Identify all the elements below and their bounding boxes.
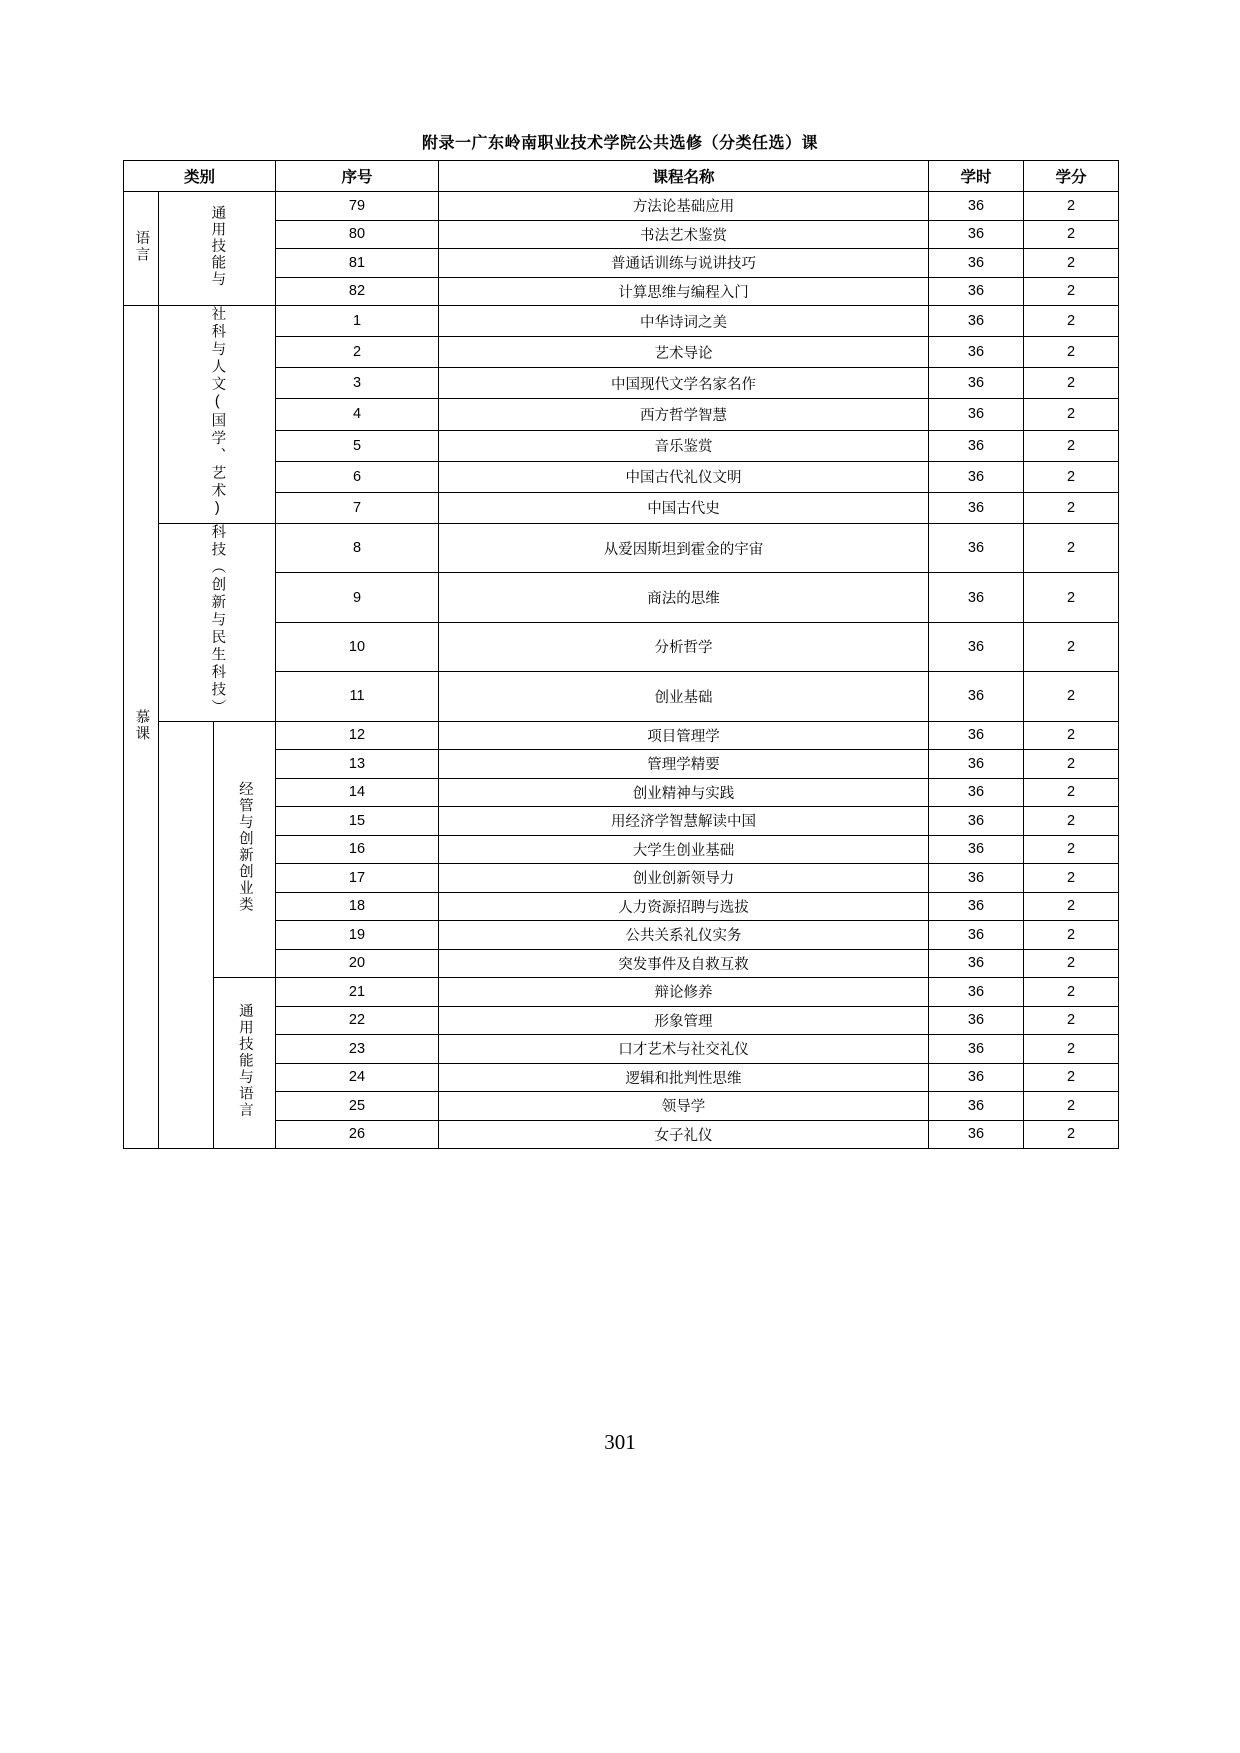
row-number: 81: [276, 249, 439, 278]
row-course-name: 中华诗词之美: [439, 306, 929, 337]
category-label-mooc: 慕课: [133, 708, 150, 742]
page-number: 301: [604, 1430, 636, 1454]
row-number: 14: [276, 778, 439, 807]
row-course-name: 书法艺术鉴赏: [439, 220, 929, 249]
row-number: 3: [276, 368, 439, 399]
row-hours: 36: [929, 220, 1024, 249]
table-row: [124, 524, 1119, 573]
row-credits: 2: [1024, 220, 1119, 249]
row-number: 25: [276, 1092, 439, 1121]
row-credits: 2: [1024, 306, 1119, 337]
row-credits: 2: [1024, 1006, 1119, 1035]
row-number: 8: [276, 524, 439, 573]
row-hours: 36: [929, 1006, 1024, 1035]
page-title: 附录一广东岭南职业技术学院公共选修（分类任选）课: [421, 135, 818, 152]
category-label-skill-language: 通用技能与: [209, 205, 226, 288]
row-course-name: 人力资源招聘与选拔: [439, 892, 929, 921]
row-number: 18: [276, 892, 439, 921]
row-course-name: 创业创新领导力: [439, 864, 929, 893]
row-hours: 36: [929, 721, 1024, 750]
row-credits: 2: [1024, 399, 1119, 430]
category-label-sci-tech: 科技（创新与民生科技）: [209, 524, 226, 717]
header-category: 类别: [124, 161, 276, 192]
row-credits: 2: [1024, 1120, 1119, 1149]
category-cell-spacer: [159, 721, 214, 1149]
row-credits: 2: [1024, 978, 1119, 1007]
row-hours: 36: [929, 1120, 1024, 1149]
category-cell-skill-language: [159, 192, 276, 306]
row-hours: 36: [929, 622, 1024, 671]
row-credits: 2: [1024, 524, 1119, 573]
row-credits: 2: [1024, 949, 1119, 978]
category-label-social-humanities: 社科与人文(国学、艺术): [209, 306, 226, 519]
row-hours: 36: [929, 835, 1024, 864]
row-hours: 36: [929, 807, 1024, 836]
row-hours: 36: [929, 277, 1024, 306]
row-hours: 36: [929, 1035, 1024, 1064]
row-hours: 36: [929, 778, 1024, 807]
table-row: [124, 192, 1119, 221]
row-hours: 36: [929, 399, 1024, 430]
table-row: [124, 721, 1119, 750]
row-course-name: 中国现代文学名家名作: [439, 368, 929, 399]
row-hours: 36: [929, 921, 1024, 950]
row-hours: 36: [929, 573, 1024, 622]
row-hours: 36: [929, 978, 1024, 1007]
category-cell-skills-language: [214, 978, 276, 1149]
row-hours: 36: [929, 461, 1024, 492]
row-credits: 2: [1024, 721, 1119, 750]
row-credits: 2: [1024, 249, 1119, 278]
row-number: 79: [276, 192, 439, 221]
row-hours: 36: [929, 1063, 1024, 1092]
row-credits: 2: [1024, 368, 1119, 399]
row-credits: 2: [1024, 892, 1119, 921]
row-credits: 2: [1024, 672, 1119, 721]
category-label-language: 语言: [133, 230, 150, 263]
category-cell-mooc: [124, 306, 159, 1149]
row-credits: 2: [1024, 192, 1119, 221]
row-hours: 36: [929, 368, 1024, 399]
row-hours: 36: [929, 892, 1024, 921]
row-number: 82: [276, 277, 439, 306]
row-course-name: 用经济学智慧解读中国: [439, 807, 929, 836]
row-course-name: 音乐鉴赏: [439, 430, 929, 461]
row-number: 17: [276, 864, 439, 893]
row-number: 21: [276, 978, 439, 1007]
row-course-name: 公共关系礼仪实务: [439, 921, 929, 950]
category-cell-management: [214, 721, 276, 978]
row-number: 13: [276, 750, 439, 779]
row-course-name: 创业精神与实践: [439, 778, 929, 807]
row-hours: 36: [929, 492, 1024, 523]
row-course-name: 艺术导论: [439, 337, 929, 368]
row-hours: 36: [929, 306, 1024, 337]
row-number: 10: [276, 622, 439, 671]
row-hours: 36: [929, 750, 1024, 779]
category-cell-social-humanities: [159, 306, 276, 524]
row-course-name: 计算思维与编程入门: [439, 277, 929, 306]
row-course-name: 西方哲学智慧: [439, 399, 929, 430]
row-hours: 36: [929, 430, 1024, 461]
row-hours: 36: [929, 524, 1024, 573]
row-number: 20: [276, 949, 439, 978]
row-course-name: 辩论修养: [439, 978, 929, 1007]
row-credits: 2: [1024, 835, 1119, 864]
row-number: 19: [276, 921, 439, 950]
category-cell-language: [124, 192, 159, 306]
row-credits: 2: [1024, 277, 1119, 306]
course-table: [123, 160, 1119, 1149]
row-course-name: 普通话训练与说讲技巧: [439, 249, 929, 278]
row-number: 16: [276, 835, 439, 864]
row-number: 22: [276, 1006, 439, 1035]
row-number: 9: [276, 573, 439, 622]
row-number: 7: [276, 492, 439, 523]
row-credits: 2: [1024, 573, 1119, 622]
row-hours: 36: [929, 249, 1024, 278]
row-credits: 2: [1024, 430, 1119, 461]
row-hours: 36: [929, 337, 1024, 368]
row-number: 26: [276, 1120, 439, 1149]
row-hours: 36: [929, 864, 1024, 893]
table-row: [124, 978, 1119, 1007]
row-course-name: 商法的思维: [439, 573, 929, 622]
row-course-name: 分析哲学: [439, 622, 929, 671]
row-course-name: 领导学: [439, 1092, 929, 1121]
row-course-name: 逻辑和批判性思维: [439, 1063, 929, 1092]
header-credits: 学分: [1024, 161, 1119, 192]
row-number: 6: [276, 461, 439, 492]
row-credits: 2: [1024, 921, 1119, 950]
header-course-name: 课程名称: [439, 161, 929, 192]
row-course-name: 口才艺术与社交礼仪: [439, 1035, 929, 1064]
category-cell-sci-tech: [159, 524, 276, 722]
row-credits: 2: [1024, 807, 1119, 836]
row-credits: 2: [1024, 622, 1119, 671]
row-course-name: 项目管理学: [439, 721, 929, 750]
row-credits: 2: [1024, 1063, 1119, 1092]
row-number: 23: [276, 1035, 439, 1064]
row-number: 5: [276, 430, 439, 461]
category-label-skills-language: 通用技能与语言: [236, 1003, 253, 1119]
row-number: 15: [276, 807, 439, 836]
row-credits: 2: [1024, 1092, 1119, 1121]
row-course-name: 形象管理: [439, 1006, 929, 1035]
row-number: 11: [276, 672, 439, 721]
row-number: 12: [276, 721, 439, 750]
row-course-name: 管理学精要: [439, 750, 929, 779]
row-credits: 2: [1024, 864, 1119, 893]
row-course-name: 大学生创业基础: [439, 835, 929, 864]
category-label-management: 经管与创新创业类: [236, 781, 253, 914]
row-course-name: 中国古代史: [439, 492, 929, 523]
row-hours: 36: [929, 672, 1024, 721]
table-row: [124, 306, 1119, 337]
row-number: 2: [276, 337, 439, 368]
row-credits: 2: [1024, 750, 1119, 779]
row-credits: 2: [1024, 492, 1119, 523]
row-credits: 2: [1024, 1035, 1119, 1064]
row-course-name: 突发事件及自救互救: [439, 949, 929, 978]
row-hours: 36: [929, 192, 1024, 221]
header-hours: 学时: [929, 161, 1024, 192]
row-hours: 36: [929, 1092, 1024, 1121]
row-number: 80: [276, 220, 439, 249]
row-credits: 2: [1024, 778, 1119, 807]
row-credits: 2: [1024, 337, 1119, 368]
row-course-name: 创业基础: [439, 672, 929, 721]
header-number: 序号: [276, 161, 439, 192]
table-header-row: [124, 161, 1119, 192]
row-number: 24: [276, 1063, 439, 1092]
row-credits: 2: [1024, 461, 1119, 492]
row-course-name: 中国古代礼仪文明: [439, 461, 929, 492]
row-number: 4: [276, 399, 439, 430]
row-course-name: 女子礼仪: [439, 1120, 929, 1149]
row-hours: 36: [929, 949, 1024, 978]
row-number: 1: [276, 306, 439, 337]
row-course-name: 从爱因斯坦到霍金的宇宙: [439, 524, 929, 573]
row-course-name: 方法论基础应用: [439, 192, 929, 221]
